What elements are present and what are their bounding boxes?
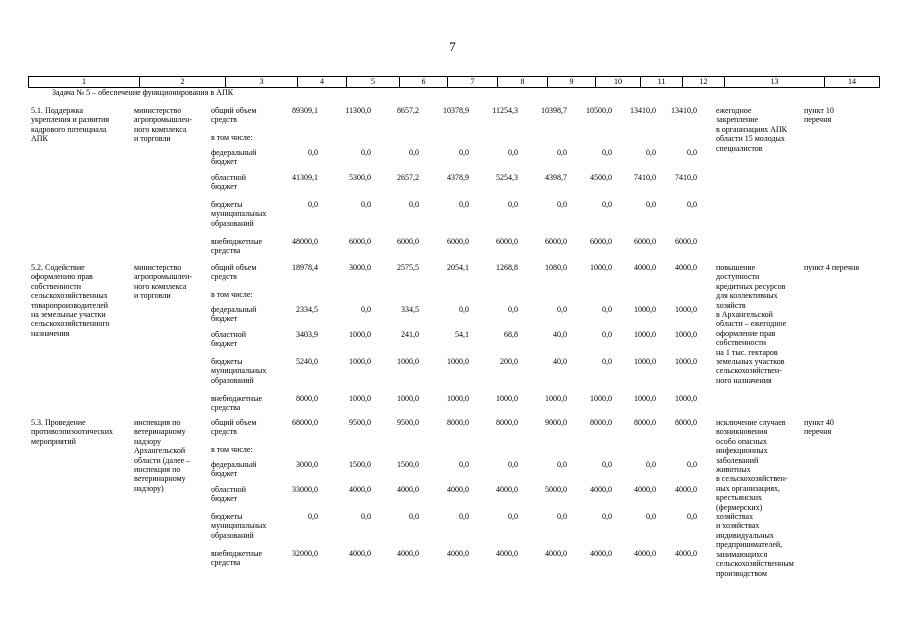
- value-cell: 1000,0: [349, 330, 371, 339]
- value-cell: 4000,0: [634, 263, 656, 272]
- value-cell: 5254,3: [496, 173, 518, 182]
- value-cell: 0,0: [459, 460, 469, 469]
- value-cell: 0,0: [602, 305, 612, 314]
- value-cell: 4000,0: [590, 549, 612, 558]
- section-executor: инспекция по ветеринарному надзору Архангельской области (далее – инспекция по ветеринарному надзору): [134, 418, 191, 493]
- value-cell: 8000,0: [590, 418, 612, 427]
- value-cell: 6000,0: [634, 237, 656, 246]
- funding-source-label: бюджеты муниципальных образований: [211, 357, 267, 385]
- value-cell: 2054,1: [447, 263, 469, 272]
- value-cell: 0,0: [308, 200, 318, 209]
- value-cell: 1268,8: [496, 263, 518, 272]
- value-cell: 6000,0: [397, 237, 419, 246]
- table-header-numbers: [28, 76, 880, 88]
- value-cell: 13410,0: [630, 106, 656, 115]
- value-cell: 89309,1: [292, 106, 318, 115]
- value-cell: 0,0: [557, 512, 567, 521]
- value-cell: 0,0: [459, 305, 469, 314]
- funding-source-label: в том числе:: [211, 290, 253, 299]
- value-cell: 5000,0: [545, 485, 567, 494]
- value-cell: 11300,0: [345, 106, 371, 115]
- section-executor: министерство агропромышлен- ного комплекса и торговли: [134, 106, 193, 144]
- value-cell: 68000,0: [292, 418, 318, 427]
- header-col-6: 6: [400, 77, 448, 87]
- value-cell: 1500,0: [397, 460, 419, 469]
- header-col-2: 2: [140, 77, 226, 87]
- value-cell: 4378,9: [447, 173, 469, 182]
- value-cell: 334,5: [401, 305, 419, 314]
- value-cell: 3403,9: [296, 330, 318, 339]
- value-cell: 4000,0: [634, 485, 656, 494]
- value-cell: 0,0: [557, 305, 567, 314]
- value-cell: 6000,0: [545, 237, 567, 246]
- section-result: повышение доступности кредитных ресурсов для коллективных хозяйств в Архангельской области – ежегодное оформление прав собственности на 1 тыс. гектаров земельных участков сельскохозяйствен- ного назначения: [716, 263, 787, 385]
- value-cell: 1000,0: [590, 263, 612, 272]
- value-cell: 1000,0: [634, 394, 656, 403]
- value-cell: 5240,0: [296, 357, 318, 366]
- funding-source-label: в том числе:: [211, 133, 253, 142]
- value-cell: 1000,0: [675, 305, 697, 314]
- value-cell: 7410,0: [634, 173, 656, 182]
- task-title: Задача № 5 – обеспечение функционирования в АПК: [52, 88, 234, 97]
- value-cell: 2334,5: [296, 305, 318, 314]
- value-cell: 1000,0: [590, 394, 612, 403]
- value-cell: 1000,0: [634, 305, 656, 314]
- value-cell: 2575,5: [397, 263, 419, 272]
- value-cell: 0,0: [557, 148, 567, 157]
- funding-source-label: бюджеты муниципальных образований: [211, 512, 267, 540]
- value-cell: 0,0: [361, 512, 371, 521]
- value-cell: 4000,0: [675, 263, 697, 272]
- value-cell: 0,0: [508, 200, 518, 209]
- value-cell: 4398,7: [545, 173, 567, 182]
- value-cell: 0,0: [508, 305, 518, 314]
- value-cell: 0,0: [361, 200, 371, 209]
- value-cell: 4000,0: [349, 549, 371, 558]
- value-cell: 0,0: [508, 148, 518, 157]
- value-cell: 4000,0: [447, 549, 469, 558]
- value-cell: 1000,0: [349, 394, 371, 403]
- value-cell: 6000,0: [447, 237, 469, 246]
- value-cell: 0,0: [687, 512, 697, 521]
- value-cell: 10500,0: [586, 106, 612, 115]
- value-cell: 4000,0: [397, 485, 419, 494]
- value-cell: 0,0: [361, 305, 371, 314]
- value-cell: 0,0: [602, 512, 612, 521]
- value-cell: 3000,0: [296, 460, 318, 469]
- section-title: 5.1. Поддержка укрепления и развития кадрового потенциала АПК: [31, 106, 110, 144]
- value-cell: 0,0: [409, 148, 419, 157]
- section-reference: пункт 40 перечня: [804, 418, 834, 437]
- value-cell: 1000,0: [634, 330, 656, 339]
- value-cell: 0,0: [646, 460, 656, 469]
- section-result: ежегодное закрепление в организациях АПК области 15 молодых специалистов: [716, 106, 788, 153]
- header-col-11: 11: [641, 77, 683, 87]
- value-cell: 0,0: [602, 330, 612, 339]
- value-cell: 4000,0: [675, 549, 697, 558]
- funding-source-label: федеральный бюджет: [211, 305, 257, 324]
- value-cell: 8657,2: [397, 106, 419, 115]
- value-cell: 0,0: [602, 200, 612, 209]
- value-cell: 8000,0: [634, 418, 656, 427]
- value-cell: 1000,0: [397, 394, 419, 403]
- value-cell: 1080,0: [545, 263, 567, 272]
- section-title: 5.3. Проведение противоэпизоотических мероприятий: [31, 418, 114, 446]
- value-cell: 4000,0: [590, 485, 612, 494]
- value-cell: 1500,0: [349, 460, 371, 469]
- section-result: исключение случаев возникновения особо опасных инфекционных заболеваний животных в сельскохозяйствен- ных организациях, крестьянских (фермерских) хозяйствах и хозяйствах индивидуальных предпринимателей, занимающихся сельскохозяйственным производством: [716, 418, 794, 578]
- value-cell: 0,0: [557, 460, 567, 469]
- funding-source-label: в том числе:: [211, 445, 253, 454]
- value-cell: 0,0: [361, 148, 371, 157]
- section-reference: пункт 10 перечня: [804, 106, 834, 125]
- funding-source-label: бюджеты муниципальных образований: [211, 200, 267, 228]
- value-cell: 40,0: [553, 330, 567, 339]
- value-cell: 6000,0: [349, 237, 371, 246]
- header-col-12: 12: [683, 77, 725, 87]
- value-cell: 0,0: [687, 148, 697, 157]
- value-cell: 4000,0: [447, 485, 469, 494]
- value-cell: 48000,0: [292, 237, 318, 246]
- value-cell: 0,0: [602, 148, 612, 157]
- value-cell: 4500,0: [590, 173, 612, 182]
- value-cell: 2657,2: [397, 173, 419, 182]
- funding-source-label: федеральный бюджет: [211, 460, 257, 479]
- header-col-1: 1: [29, 77, 140, 87]
- value-cell: 0,0: [508, 512, 518, 521]
- value-cell: 6000,0: [675, 237, 697, 246]
- funding-source-label: областной бюджет: [211, 330, 247, 349]
- funding-source-label: общий объем средств: [211, 418, 257, 437]
- value-cell: 40,0: [553, 357, 567, 366]
- value-cell: 8000,0: [447, 418, 469, 427]
- value-cell: 0,0: [409, 200, 419, 209]
- value-cell: 4000,0: [496, 549, 518, 558]
- value-cell: 1000,0: [545, 394, 567, 403]
- value-cell: 18978,4: [292, 263, 318, 272]
- funding-source-label: внебюджетные средства: [211, 394, 262, 413]
- funding-source-label: внебюджетные средства: [211, 237, 262, 256]
- value-cell: 0,0: [557, 200, 567, 209]
- header-col-14: 14: [848, 77, 856, 86]
- value-cell: 0,0: [687, 460, 697, 469]
- value-cell: 1000,0: [634, 357, 656, 366]
- value-cell: 10398,7: [541, 106, 567, 115]
- value-cell: 241,0: [401, 330, 419, 339]
- value-cell: 0,0: [687, 200, 697, 209]
- value-cell: 0,0: [602, 357, 612, 366]
- value-cell: 4000,0: [397, 549, 419, 558]
- value-cell: 0,0: [508, 460, 518, 469]
- value-cell: 0,0: [459, 200, 469, 209]
- value-cell: 4000,0: [675, 485, 697, 494]
- value-cell: 0,0: [308, 512, 318, 521]
- value-cell: 6000,0: [590, 237, 612, 246]
- value-cell: 0,0: [602, 460, 612, 469]
- section-executor: министерство агропромышлен- ного комплекса и торговли: [134, 263, 193, 301]
- funding-source-label: областной бюджет: [211, 173, 247, 192]
- value-cell: 1000,0: [447, 357, 469, 366]
- header-col-13: 13: [725, 77, 825, 87]
- value-cell: 0,0: [646, 512, 656, 521]
- header-col-9: 9: [548, 77, 596, 87]
- value-cell: 9000,0: [545, 418, 567, 427]
- value-cell: 1000,0: [675, 330, 697, 339]
- value-cell: 4000,0: [545, 549, 567, 558]
- value-cell: 11254,3: [492, 106, 518, 115]
- header-col-5: 5: [347, 77, 400, 87]
- value-cell: 1000,0: [496, 394, 518, 403]
- value-cell: 200,0: [500, 357, 518, 366]
- value-cell: 0,0: [646, 200, 656, 209]
- header-col-4: 4: [298, 77, 347, 87]
- value-cell: 1000,0: [397, 357, 419, 366]
- value-cell: 0,0: [409, 512, 419, 521]
- value-cell: 1000,0: [675, 394, 697, 403]
- value-cell: 0,0: [308, 148, 318, 157]
- value-cell: 4000,0: [634, 549, 656, 558]
- funding-source-label: общий объем средств: [211, 106, 257, 125]
- value-cell: 1000,0: [675, 357, 697, 366]
- value-cell: 6000,0: [496, 237, 518, 246]
- value-cell: 9500,0: [349, 418, 371, 427]
- value-cell: 3000,0: [349, 263, 371, 272]
- value-cell: 8000,0: [296, 394, 318, 403]
- header-col-7: 7: [448, 77, 498, 87]
- value-cell: 32000,0: [292, 549, 318, 558]
- value-cell: 8000,0: [496, 418, 518, 427]
- value-cell: 33000,0: [292, 485, 318, 494]
- value-cell: 9500,0: [397, 418, 419, 427]
- value-cell: 13410,0: [671, 106, 697, 115]
- header-col-10: 10: [596, 77, 641, 87]
- value-cell: 8000,0: [675, 418, 697, 427]
- funding-source-label: федеральный бюджет: [211, 148, 257, 167]
- page-number: 7: [449, 39, 456, 54]
- value-cell: 4000,0: [349, 485, 371, 494]
- header-col-8: 8: [498, 77, 548, 87]
- header-col-3: 3: [226, 77, 298, 87]
- section-title: 5.2. Содействие оформлению прав собственности сельскохозяйственных товаропроизводителей на земельные участки сельскохозяйственного назначения: [31, 263, 110, 338]
- value-cell: 7410,0: [675, 173, 697, 182]
- value-cell: 1000,0: [349, 357, 371, 366]
- funding-source-label: внебюджетные средства: [211, 549, 262, 568]
- funding-source-label: областной бюджет: [211, 485, 247, 504]
- value-cell: 10378,9: [443, 106, 469, 115]
- value-cell: 54,1: [455, 330, 469, 339]
- value-cell: 0,0: [459, 512, 469, 521]
- section-reference: пункт 4 перечня: [804, 263, 860, 272]
- value-cell: 68,8: [504, 330, 518, 339]
- value-cell: 0,0: [459, 148, 469, 157]
- funding-source-label: общий объем средств: [211, 263, 257, 282]
- value-cell: 1000,0: [447, 394, 469, 403]
- value-cell: 41309,1: [292, 173, 318, 182]
- value-cell: 4000,0: [496, 485, 518, 494]
- value-cell: 0,0: [646, 148, 656, 157]
- value-cell: 5300,0: [349, 173, 371, 182]
